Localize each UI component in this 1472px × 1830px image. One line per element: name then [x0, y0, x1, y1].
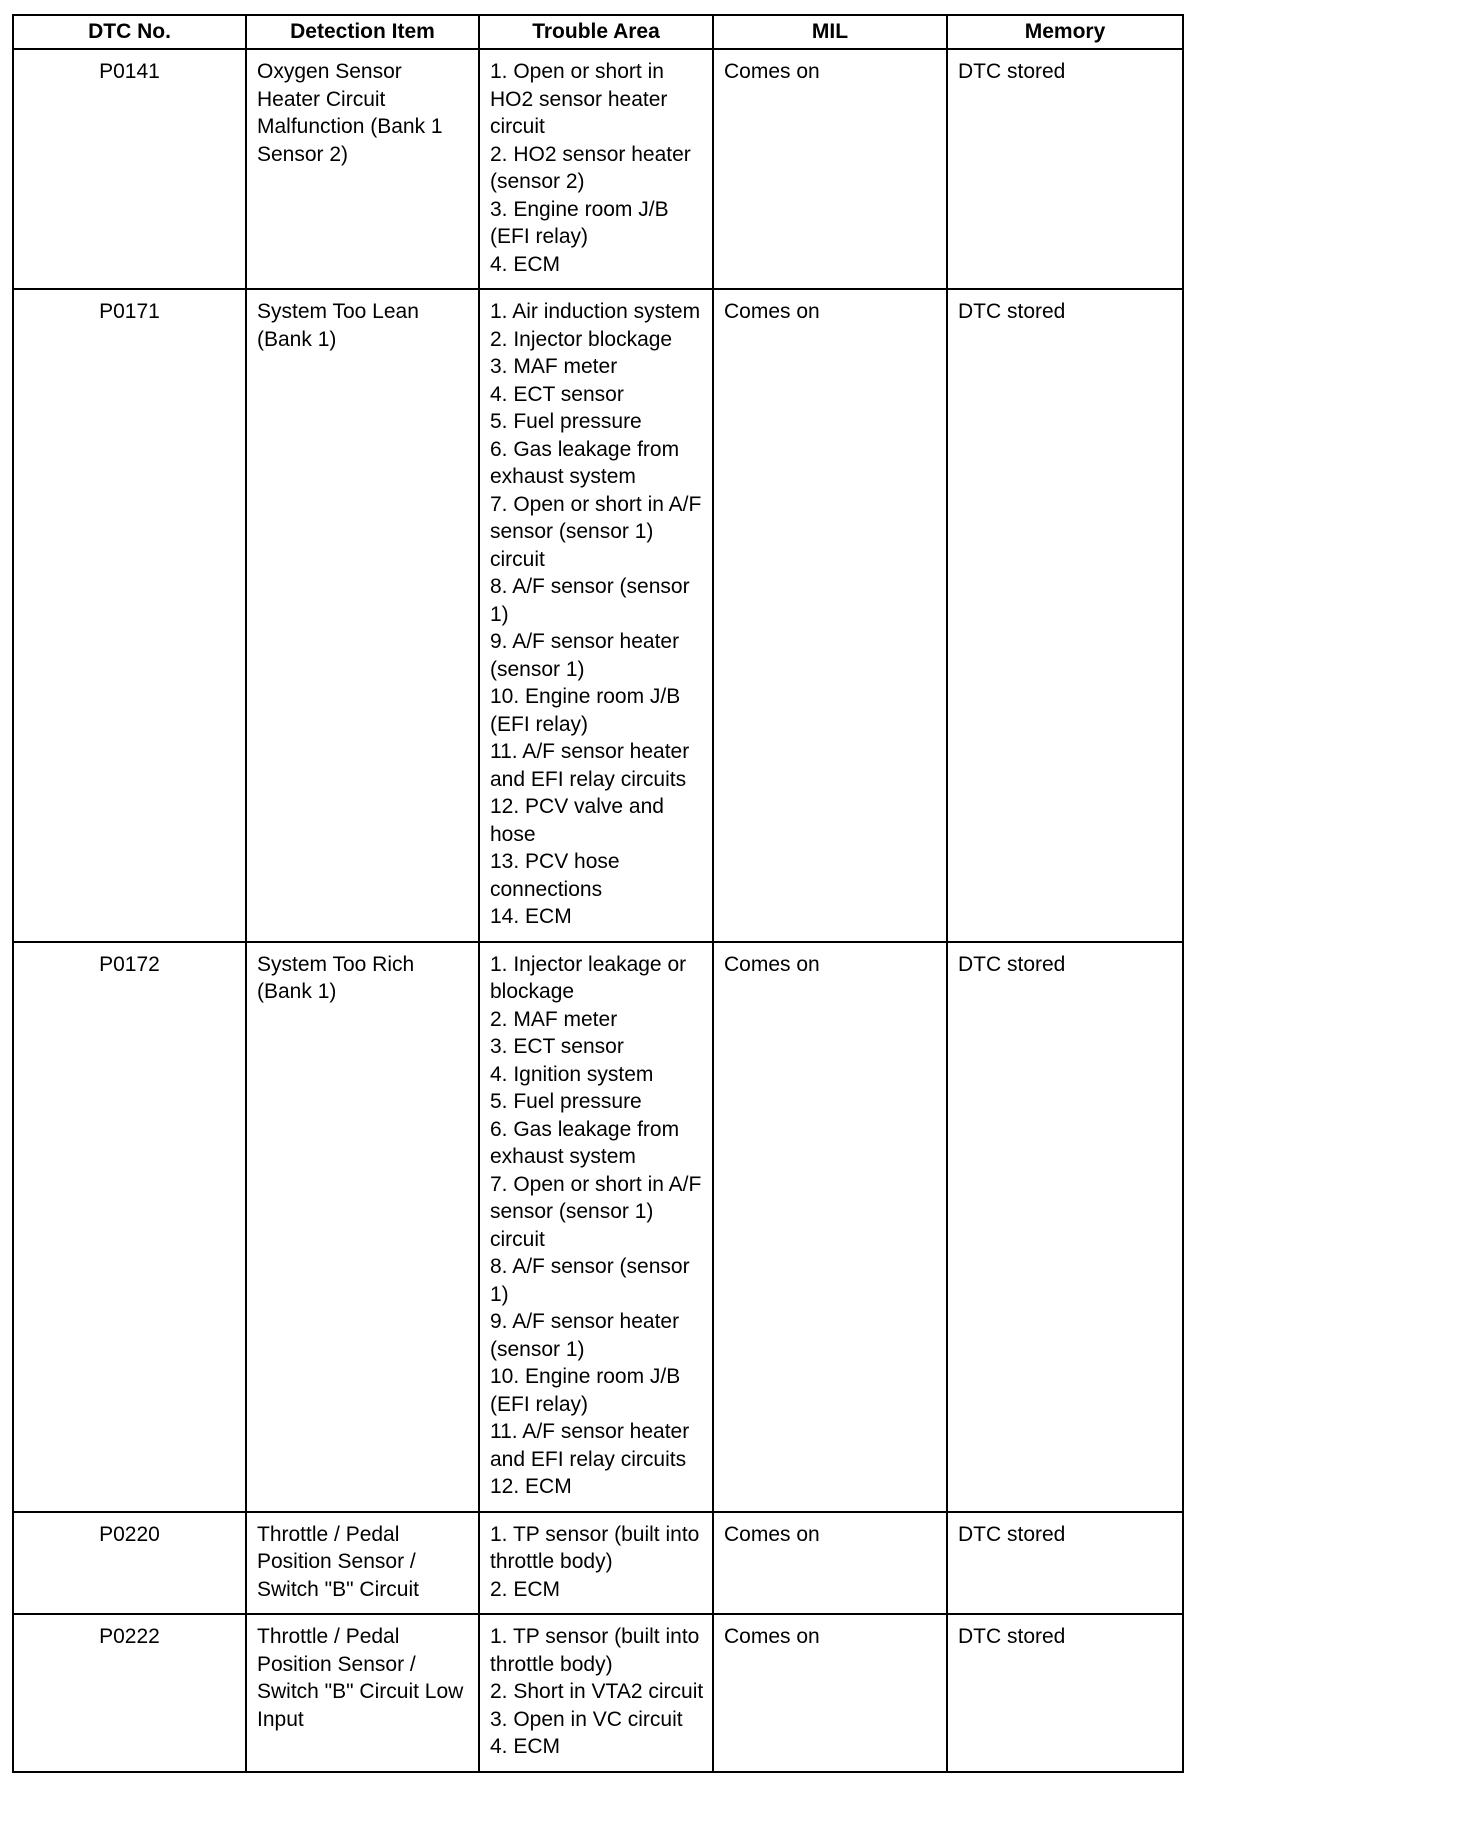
trouble-area-item: 5. Fuel pressure: [490, 1090, 642, 1113]
memory-cell: DTC stored: [947, 289, 1183, 942]
trouble-area-cell: [479, 49, 713, 289]
table-body: [13, 49, 1183, 1772]
trouble-area-item: 2. Short in VTA2 circuit: [490, 1680, 704, 1703]
trouble-area-item: 4. ECM: [490, 252, 561, 276]
trouble-area-item: 7. Open or short in A/F sensor (sensor 1) circuit: [490, 492, 702, 571]
trouble-area-item: 13. PCV hose connections: [490, 850, 620, 901]
trouble-area-item: 2. HO2 sensor heater (sensor 2): [490, 142, 691, 193]
detection-item-cell: Throttle / Pedal Position Sensor / Switch "B" Circuit: [246, 1512, 479, 1615]
trouble-area-item: 14. ECM: [490, 905, 572, 928]
dtc-code-cell: P0172: [13, 942, 246, 1512]
header-detection-item: Detection Item: [246, 15, 479, 49]
detection-item-cell: System Too Lean (Bank 1): [246, 289, 479, 942]
mil-cell: Comes on: [713, 289, 947, 942]
dtc-table: [12, 14, 1184, 1773]
dtc-code-cell: P0220: [13, 1512, 246, 1615]
detection-item-cell: Oxygen Sensor Heater Circuit Malfunction (Bank 1 Sensor 2): [246, 49, 479, 289]
trouble-area-item: 9. A/F sensor heater (sensor 1): [490, 630, 680, 681]
table-row: [13, 289, 1183, 942]
mil-cell: Comes on: [713, 49, 947, 289]
trouble-area-item: 3. Engine room J/B (EFI relay): [490, 197, 669, 248]
trouble-area-cell: [479, 289, 713, 942]
dtc-code-cell: P0141: [13, 49, 246, 289]
trouble-area-item: 3. MAF meter: [490, 355, 618, 378]
memory-cell: DTC stored: [947, 49, 1183, 289]
trouble-area-item: 1. Injector leakage or blockage: [490, 952, 687, 1003]
trouble-area-item: 6. Gas leakage from exhaust system: [490, 1117, 680, 1168]
trouble-area-item: 5. Fuel pressure: [490, 410, 642, 433]
trouble-area-item: 3. ECT sensor: [490, 1035, 624, 1058]
trouble-area-item: 2. ECM: [490, 1577, 561, 1601]
trouble-area-item: 10. Engine room J/B (EFI relay): [490, 1365, 681, 1416]
trouble-area-cell: [479, 1512, 713, 1615]
trouble-area-item: 11. A/F sensor heater and EFI relay circuits: [490, 1420, 690, 1471]
memory-cell: DTC stored: [947, 942, 1183, 1512]
mil-cell: Comes on: [713, 942, 947, 1512]
header-mil: MIL: [713, 15, 947, 49]
dtc-code-cell: P0171: [13, 289, 246, 942]
detection-item-cell: Throttle / Pedal Position Sensor / Switch "B" Circuit Low Input: [246, 1614, 479, 1772]
dtc-code-cell: P0222: [13, 1614, 246, 1772]
trouble-area-item: 12. PCV valve and hose: [490, 795, 664, 846]
trouble-area-item: 1. TP sensor (built into throttle body): [490, 1522, 700, 1573]
trouble-area-item: 4. Ignition system: [490, 1062, 654, 1086]
trouble-area-item: 7. Open or short in A/F sensor (sensor 1) circuit: [490, 1172, 702, 1251]
trouble-area-item: 8. A/F sensor (sensor 1): [490, 1255, 690, 1306]
trouble-area-cell: [479, 942, 713, 1512]
trouble-area-item: 3. Open in VC circuit: [490, 1707, 683, 1731]
trouble-area-item: 12. ECM: [490, 1475, 572, 1498]
trouble-area-item: 10. Engine room J/B (EFI relay): [490, 685, 681, 736]
trouble-area-item: 2. MAF meter: [490, 1007, 618, 1031]
trouble-area-item: 4. ECT sensor: [490, 382, 624, 406]
trouble-area-cell: [479, 1614, 713, 1772]
table-header-row: [13, 15, 1183, 49]
trouble-area-item: 1. Air induction system: [490, 300, 701, 323]
detection-item-cell: System Too Rich (Bank 1): [246, 942, 479, 1512]
trouble-area-item: 6. Gas leakage from exhaust system: [490, 437, 680, 488]
table-row: [13, 942, 1183, 1512]
trouble-area-item: 1. TP sensor (built into throttle body): [490, 1625, 700, 1676]
mil-cell: Comes on: [713, 1614, 947, 1772]
table-row: [13, 1614, 1183, 1772]
header-trouble-area: Trouble Area: [479, 15, 713, 49]
header-memory: Memory: [947, 15, 1183, 49]
trouble-area-item: 1. Open or short in HO2 sensor heater circuit: [490, 60, 668, 138]
memory-cell: DTC stored: [947, 1614, 1183, 1772]
mil-cell: Comes on: [713, 1512, 947, 1615]
table-row: [13, 49, 1183, 289]
trouble-area-item: 8. A/F sensor (sensor 1): [490, 575, 690, 626]
table-row: [13, 1512, 1183, 1615]
memory-cell: DTC stored: [947, 1512, 1183, 1615]
trouble-area-item: 2. Injector blockage: [490, 327, 673, 351]
trouble-area-item: 11. A/F sensor heater and EFI relay circuits: [490, 740, 690, 791]
header-dtc-no: DTC No.: [13, 15, 246, 49]
trouble-area-item: 4. ECM: [490, 1735, 561, 1758]
trouble-area-item: 9. A/F sensor heater (sensor 1): [490, 1310, 680, 1361]
